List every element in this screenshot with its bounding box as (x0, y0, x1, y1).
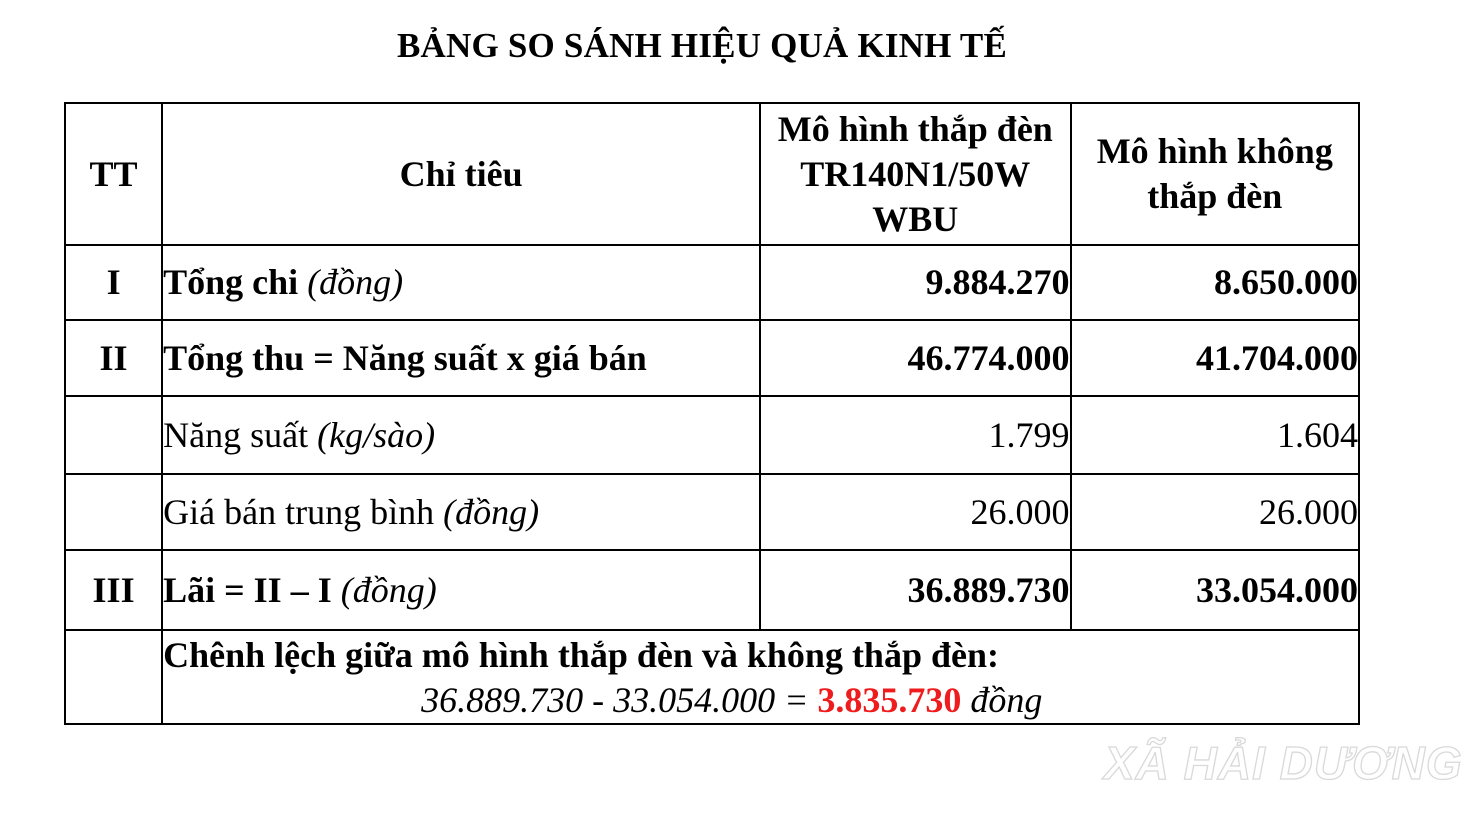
watermark-logo: XÃ HẢI DƯƠNG (1104, 737, 1463, 789)
value-no-light: 33.054.000 (1071, 550, 1359, 630)
row-number: III (65, 550, 162, 630)
summary-formula-line (163, 678, 1358, 723)
header-model-light: Mô hình thắp đèn TR140N1/50W WBU (760, 103, 1070, 245)
row-label-unit: (kg/sào) (317, 414, 436, 455)
summary-formula: 36.889.730 - 33.054.000 = (421, 680, 818, 720)
summary-row (65, 630, 1359, 724)
row-label-text: Tổng thu = Năng suất x giá bán (163, 337, 647, 378)
comparison-table (64, 102, 1360, 725)
value-no-light: 1.604 (1071, 396, 1359, 474)
row-number: I (65, 245, 162, 320)
row-label-text: Giá bán trung bình (163, 491, 435, 532)
row-label (162, 550, 760, 630)
row-label-unit: (đồng) (340, 569, 437, 610)
row-label (162, 320, 760, 396)
value-light: 1.799 (760, 396, 1070, 474)
page-title: BẢNG SO SÁNH HIỆU QUẢ KINH TẾ (397, 26, 1007, 65)
table-row (65, 396, 1359, 474)
row-label-unit: (đồng) (443, 491, 540, 532)
table-row (65, 474, 1359, 550)
value-no-light: 8.650.000 (1071, 245, 1359, 320)
row-label-text: Tổng chi (163, 262, 299, 302)
value-light: 46.774.000 (760, 320, 1070, 396)
summary-title: Chênh lệch giữa mô hình thắp đèn và không thắp đèn: (163, 635, 999, 675)
summary-empty-cell (65, 630, 162, 724)
value-no-light: 26.000 (1071, 474, 1359, 550)
row-label-unit: (đồng) (307, 262, 404, 302)
row-number: II (65, 320, 162, 396)
row-label (162, 245, 760, 320)
table-row (65, 245, 1359, 320)
table-header-row (65, 103, 1359, 245)
summary-cell (162, 630, 1359, 724)
value-light: 26.000 (760, 474, 1070, 550)
row-label (162, 396, 760, 474)
table-row (65, 320, 1359, 396)
header-criteria: Chỉ tiêu (162, 103, 760, 245)
table-row (65, 550, 1359, 630)
row-number (65, 474, 162, 550)
row-number (65, 396, 162, 474)
row-label (162, 474, 760, 550)
header-model-no-light: Mô hình không thắp đèn (1071, 103, 1359, 245)
header-tt: TT (65, 103, 162, 245)
summary-unit: đồng (961, 680, 1043, 720)
row-label-text: Lãi = II – I (163, 569, 332, 610)
value-light: 9.884.270 (760, 245, 1070, 320)
summary-difference: 3.835.730 (817, 680, 962, 720)
row-label-text: Năng suất (163, 414, 309, 455)
value-no-light: 41.704.000 (1071, 320, 1359, 396)
value-light: 36.889.730 (760, 550, 1070, 630)
